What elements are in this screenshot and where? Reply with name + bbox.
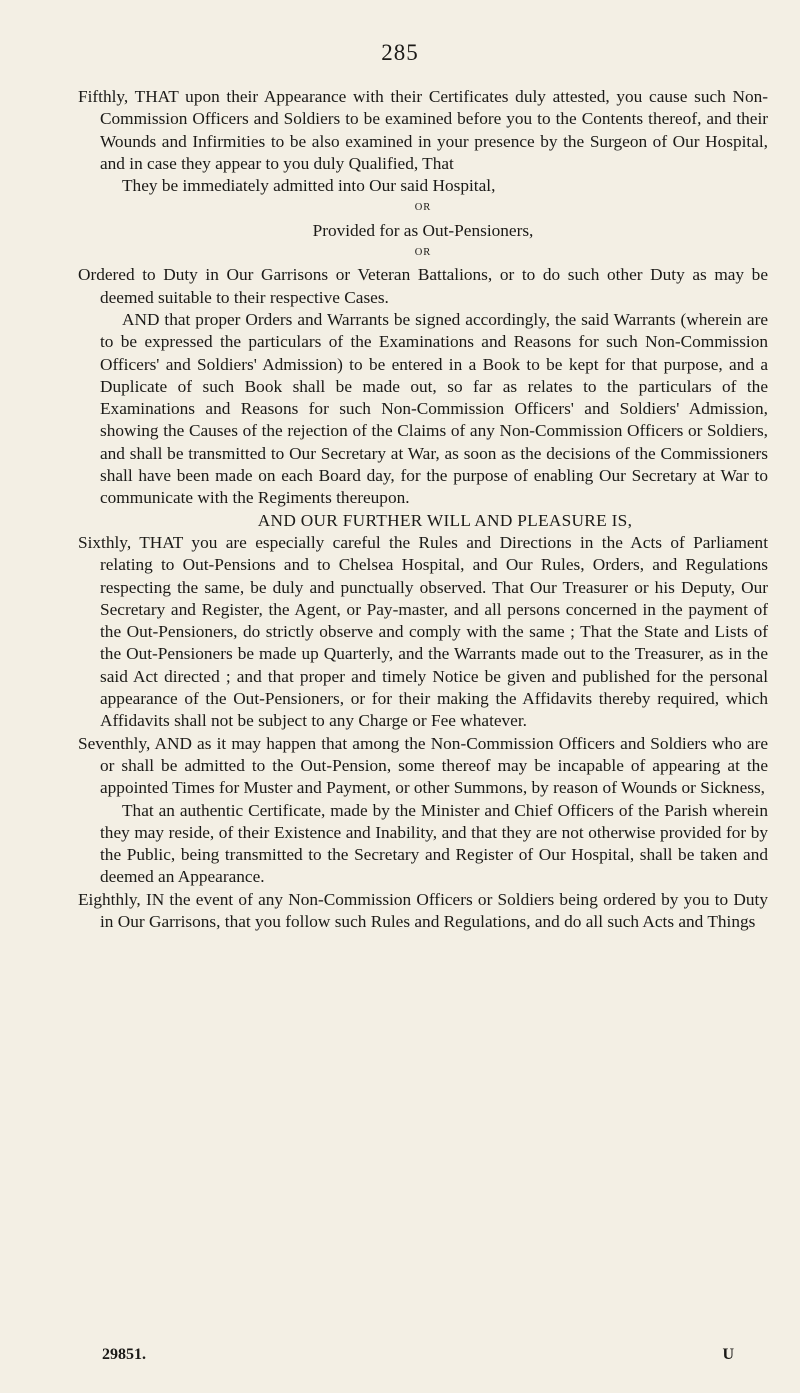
- paragraph-certificate: That an authentic Certificate, made by the Minister and Chief Officers of the Parish wherein they may reside, of their Existence and Inability, and that they are not otherwise provided for by the Public, being transmitted to the Secretary and Register of Our Hospital, shall be taken and deemed an Appearance.: [100, 800, 768, 887]
- paragraph-out-pensioners: Provided for as Out-Pensioners,: [312, 220, 534, 240]
- paragraph-admitted: They be immediately admitted into Our said Hospital,: [122, 176, 496, 196]
- paragraph-eighthly: Eighthly, IN the event of any Non-Commission Officers or Soldiers being ordered by you to Duty in Our Garrisons, that you follow such Rules and Regulations, and do all such Acts and Things: [78, 889, 768, 931]
- body-text: [78, 86, 768, 933]
- page-number: 285: [381, 40, 419, 65]
- printer-signature: 29851.: [102, 1346, 146, 1363]
- paragraph-warrants: AND that proper Orders and Warrants be signed accordingly, the said Warrants (wherein are to be expressed the particulars of the Examinations and Reasons for such Non-Commission Officers' and Soldiers' Admission) to be entered in a Book to be kept for that purpose, and a Duplicate of such Book shall be made out, so far as relates to the particulars of the Examinations and Reasons for such Non-Commission Officers' and Soldiers' Admission, showing the Causes of the rejection of the Claims of any Non-Commission Officers or Soldiers, and shall be transmitted to Our Secretary at War, as soon as the decisions of the Commissioners shall have been made on each Board day, for the purpose of enabling Our Secretary at War to communicate with the Regiments thereupon.: [100, 309, 768, 508]
- or-separator: OR: [414, 202, 432, 214]
- paragraph-further-will: AND OUR FURTHER WILL AND PLEASURE IS,: [257, 510, 633, 530]
- paragraph-fifthly: Fifthly, THAT upon their Appearance with their Certificates duly attested, you cause such Non-Commission Officers and Soldiers to be examined before you to the Contents thereof, and their Wounds and Infirmities to be also examined in your presence by the Surgeon of Our Hospital, and in case they appear to you duly Qualified, That: [78, 87, 768, 173]
- paragraph-ordered-to-duty: Ordered to Duty in Our Garrisons or Veteran Battalions, or to do such other Duty as may be deemed suitable to their respective Cases.: [78, 265, 768, 307]
- paragraph-seventhly: Seventhly, AND as it may happen that among the Non-Commission Officers and Soldiers who are or shall be admitted to the Out-Pension, some thereof may be incapable of appearing at the appointed Times for Muster and Payment, or other Summons, by reason of Wounds or Sickness,: [78, 733, 768, 798]
- or-separator: OR: [414, 247, 432, 259]
- paragraph-sixthly: Sixthly, THAT you are especially careful the Rules and Directions in the Acts of Parliament relating to Out-Pensions and to Chelsea Hospital, and Our Rules, Orders, and Regulations respecting the same, be duly and punctually observed. That Our Treasurer or his Deputy, Our Secretary and Register, the Agent, or Pay-master, and all persons concerned in the payment of the Out-Pensioners, do strictly observe and comply with the same ; That the State and Lists of the Out-Pensioners be made up Quarterly, and the Warrants made out to the Treasurer, as in the said Act directed ; and that proper and timely Notice be given and published for the personal appearance of the Out-Pensioners, or for their making the Affidavits thereby required, which Affidavits shall not be subject to any Charge or Fee whatever.: [78, 532, 768, 731]
- signature-mark: U: [722, 1346, 734, 1363]
